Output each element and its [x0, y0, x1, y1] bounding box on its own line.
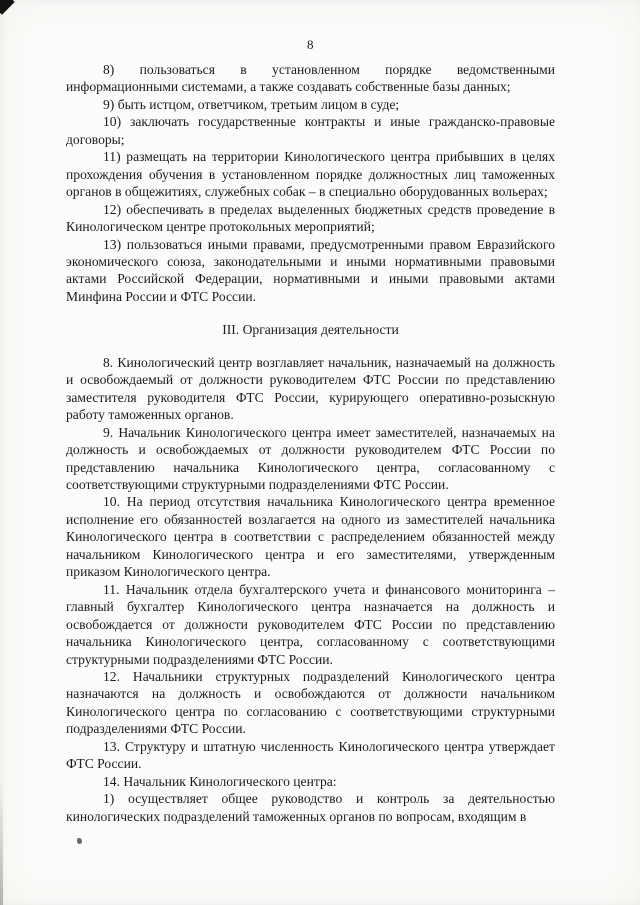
scan-artifact-edge-shadow [0, 785, 3, 905]
org-paragraph-9: 9. Начальник Кинологического центра имеет заместителей, назначаемых на должность и освобождаемых от должности руководителем ФТС России по представлению начальника Кинологического центра, согласованному с соответствующими структурными подразделениями ФТС России. [66, 424, 555, 492]
section-heading: III. Организация деятельности [222, 322, 399, 338]
scan-artifact-corner [0, 0, 15, 15]
document-body [66, 61, 555, 825]
rights-item-12: 12) обеспечивать в пределах выделенных бюджетных средств проведение в Кинологическом центре протокольных мероприятий; [66, 201, 555, 235]
org-paragraph-12: 12. Начальники структурных подразделений Кинологического центра назначаются на должность и освобождаются от должности начальником Кинологического центра по согласованию с соответствующими структурными подразделениями ФТС России. [66, 668, 555, 737]
rights-item-13: 13) пользоваться иными правами, предусмотренными правом Евразийского экономического союза, законодательными и иными нормативными правовыми актами Российской Федерации, нормативными и иными правовыми актами Минфина России и ФТС России. [66, 236, 555, 304]
org-paragraph-8: 8. Кинологический центр возглавляет начальник, назначаемый на должность и освобождаемый от должности руководителем ФТС России по представлению заместителя руководителя ФТС России, курирующего оперативно-розыскную работу таможенных органов. [66, 354, 555, 423]
page-number: 8 [307, 37, 314, 52]
org-paragraph-10: 10. На период отсутствия начальника Кинологического центра временное исполнение его обязанностей возлагается на одного из заместителей начальника Кинологического центра в соответствии с распределением обязанностей между начальником Кинологического центра и его заместителями, утвержденным приказом Кинологического центра. [66, 494, 555, 580]
org-paragraph-13: 13. Структуру и штатную численность Кинологического центра утверждает ФТС России. [66, 738, 555, 772]
scan-artifact-speck [77, 838, 82, 844]
rights-item-8: 8) пользоваться в установленном порядке ведомственными информационными системами, а также создавать собственные базы данных; [66, 62, 555, 95]
rights-item-11: 11) размещать на территории Кинологического центра прибывших в целях прохождения обучения в установленном порядке должностных лиц таможенных органов в общежитиях, служебных собак – в специально оборудованных вольерах; [66, 149, 555, 200]
rights-item-9: 9) быть истцом, ответчиком, третьим лицом в суде; [103, 96, 400, 112]
rights-item-10: 10) заключать государственные контракты и иные гражданско-правовые договоры; [66, 114, 555, 147]
org-subitem-1: 1) осуществляет общее руководство и контроль за деятельностью кинологических подразделений таможенных органов по вопросам, входящим в [66, 791, 555, 824]
org-paragraph-14: 14. Начальник Кинологического центра: [103, 773, 337, 789]
org-paragraph-11: 11. Начальник отдела бухгалтерского учета и финансового мониторинга – главный бухгалтер Кинологического центра назначается на должность и освобождается от должности руководителем ФТС России по представлению начальника Кинологического центра, согласованному с соответствующими структурными подразделениями ФТС России. [66, 581, 555, 667]
